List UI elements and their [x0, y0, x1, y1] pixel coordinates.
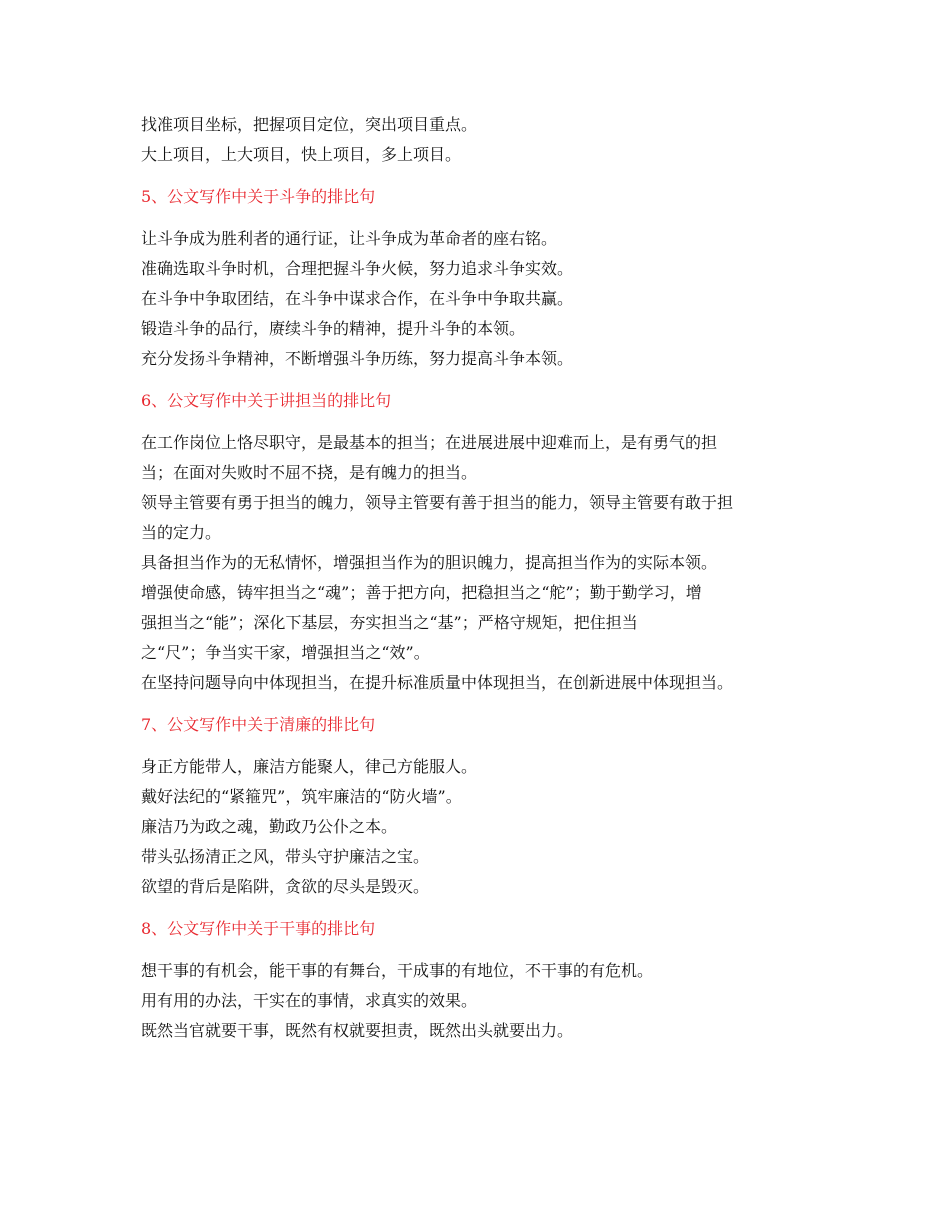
body-line: 身正方能带人，廉洁方能聚人，律己方能服人。	[141, 757, 478, 776]
body-line: 充分发扬斗争精神，不断增强斗争历练，努力提高斗争本领。	[141, 349, 574, 368]
body-line: 在坚持问题导向中体现担当，在提升标准质量中体现担当，在创新进展中体现担当。	[141, 673, 734, 692]
body-line: 在斗争中争取团结，在斗争中谋求合作，在斗争中争取共赢。	[141, 289, 574, 308]
body-line: 欲望的背后是陷阱，贪欲的尽头是毁灭。	[141, 877, 430, 896]
body-line: 想干事的有机会，能干事的有舞台，干成事的有地位，不干事的有危机。	[141, 961, 654, 980]
body-line: 找准项目坐标，把握项目定位，突出项目重点。	[141, 115, 478, 134]
body-line: 带头弘扬清正之风，带头守护廉洁之宝。	[141, 847, 430, 866]
section-body-struggle	[141, 224, 811, 374]
section-heading-integrity: 7、公文写作中关于清廉的排比句	[141, 715, 376, 734]
section-heading-action: 8、公文写作中关于干事的排比句	[141, 919, 376, 938]
body-line: 在工作岗位上恪尽职守，是最基本的担当；在进展进展中迎难而上，是有勇气的担	[141, 433, 718, 452]
body-line: 领导主管要有勇于担当的魄力，领导主管要有善于担当的能力，领导主管要有敢于担	[141, 493, 734, 512]
section-body-action	[141, 956, 811, 1046]
body-line: 增强使命感，铸牢担当之“魂”；善于把方向，把稳担当之“舵”；勤于勤学习，增	[141, 583, 702, 602]
section-body-integrity	[141, 752, 811, 902]
body-line: 强担当之“能”；深化下基层，夯实担当之“基”；严格守规矩，把住担当	[141, 613, 638, 632]
body-line: 既然当官就要干事，既然有权就要担责，既然出头就要出力。	[141, 1021, 574, 1040]
body-line: 戴好法纪的“紧箍咒”，筑牢廉洁的“防火墙”。	[141, 787, 462, 806]
body-line: 廉洁乃为政之魂，勤政乃公仆之本。	[141, 817, 398, 836]
body-line: 具备担当作为的无私情怀，增强担当作为的胆识魄力，提高担当作为的实际本领。	[141, 553, 718, 572]
body-line: 锻造斗争的品行，赓续斗争的精神，提升斗争的本领。	[141, 319, 526, 338]
section-heading-struggle: 5、公文写作中关于斗争的排比句	[141, 187, 376, 206]
section-heading-responsibility: 6、公文写作中关于讲担当的排比句	[141, 391, 392, 410]
intro-block	[141, 110, 811, 170]
body-line: 之“尺”；争当实干家，增强担当之“效”。	[141, 643, 430, 662]
body-line: 大上项目，上大项目，快上项目，多上项目。	[141, 145, 462, 164]
body-line: 让斗争成为胜利者的通行证，让斗争成为革命者的座右铭。	[141, 229, 558, 248]
body-line: 准确选取斗争时机，合理把握斗争火候，努力追求斗争实效。	[141, 259, 574, 278]
body-line: 当的定力。	[141, 523, 222, 542]
body-line: 当；在面对失败时不屈不挠，是有魄力的担当。	[141, 463, 478, 482]
document-body	[141, 110, 811, 1046]
body-line: 用有用的办法，干实在的事情，求真实的效果。	[141, 991, 478, 1010]
section-body-responsibility	[141, 428, 811, 698]
